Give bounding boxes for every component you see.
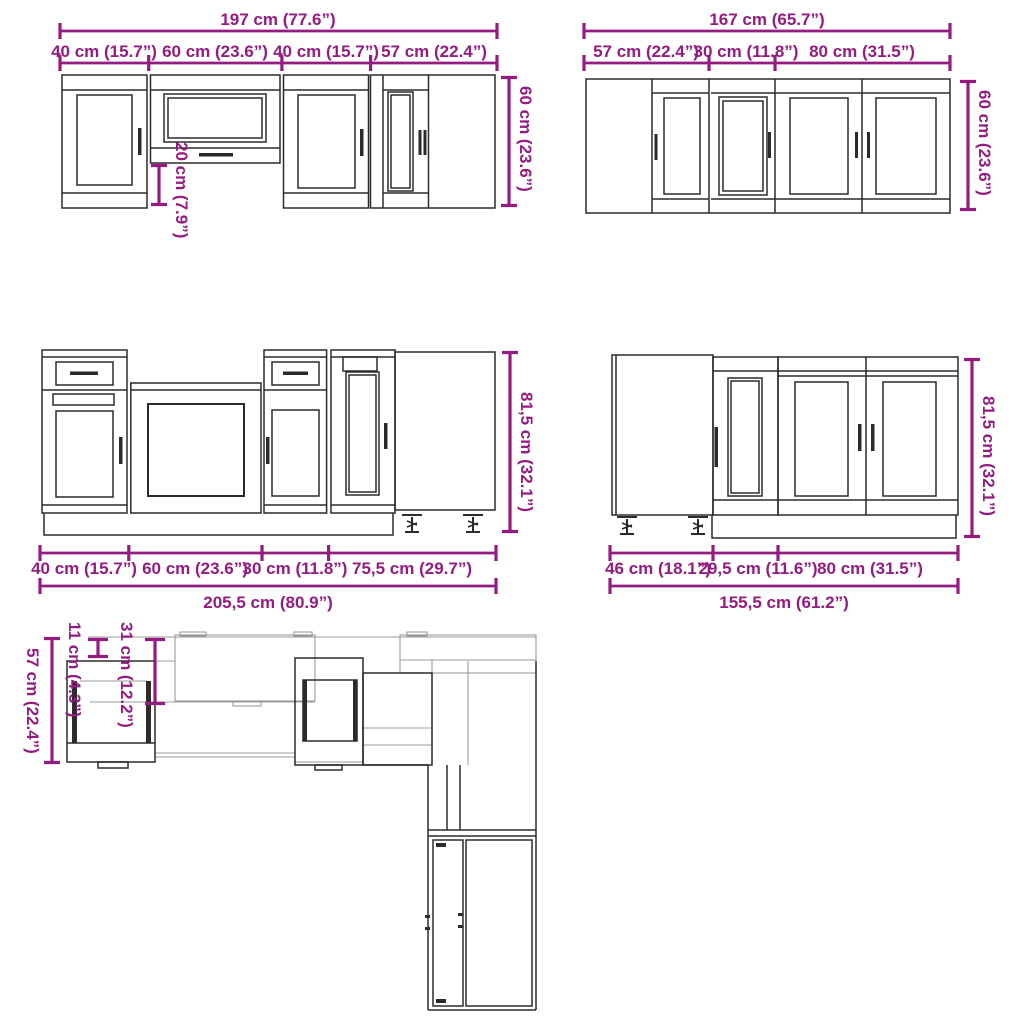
base-run-a-segment-label: 40 cm (15.7”): [31, 559, 137, 578]
wall-run-b-segment-label: 80 cm (31.5”): [809, 42, 915, 61]
door-handle: [768, 132, 771, 158]
base-run-a-segment-label: 30 cm (11.8”): [242, 559, 348, 578]
door-handle: [384, 423, 388, 449]
plan-counter-depth-label: 31 cm (12.2”): [117, 622, 136, 728]
wall-run-a-height-label: 60 cm (23.6”): [516, 86, 535, 192]
door-handle: [425, 915, 430, 918]
drawer-handle: [283, 372, 308, 376]
door-handle: [655, 134, 658, 160]
cabinet-foot: [402, 515, 422, 532]
wall-run-a-segment-label: 40 cm (15.7”): [51, 42, 157, 61]
door-handle: [119, 437, 123, 464]
plan-faint-lines: [67, 632, 536, 765]
door-handle: [458, 913, 463, 916]
drawer-handle: [70, 372, 98, 376]
base-run-a-segment-label: 75,5 cm (29.7”): [351, 559, 473, 578]
plan-depth-label: 57 cm (22.4”): [23, 648, 42, 754]
wall-run-a-recess-height-label: 20 cm (7.9”): [172, 142, 191, 239]
door-handle: [871, 424, 875, 451]
door-handle: [266, 437, 270, 464]
door-handle: [138, 128, 142, 155]
door-handle: [458, 925, 463, 928]
wall-run-b-view: [584, 10, 994, 213]
cabinet-foot: [617, 517, 637, 534]
plan-wall-depth-label: 11 cm (4.3”): [65, 622, 84, 718]
cabinet-foot: [688, 517, 708, 534]
base-run-a-segment-label: 60 cm (23.6”): [142, 559, 248, 578]
base-run-b-view: [605, 355, 998, 612]
wall-run-b-cabinets: [586, 79, 950, 213]
door-handle: [424, 130, 427, 155]
door-handle: [867, 132, 870, 158]
wall-run-a-cabinets: [62, 75, 495, 208]
wall-run-a-view: [51, 10, 535, 238]
plan-view: [23, 622, 536, 1010]
wall-run-a-segment-label: 40 cm (15.7”): [273, 42, 379, 61]
base-run-b-total-width-label: 155,5 cm (61.2”): [719, 593, 849, 612]
wall-run-b-height-label: 60 cm (23.6”): [975, 90, 994, 196]
door-handle: [855, 132, 858, 158]
wall-run-a-segment-label: 60 cm (23.6”): [162, 42, 268, 61]
door-handle: [858, 424, 862, 451]
wall-run-b-segment-label: 57 cm (22.4”): [593, 42, 699, 61]
base-run-b-cabinets: [612, 355, 958, 538]
base-run-b-segment-label: 46 cm (18.1”): [605, 559, 711, 578]
wall-run-a-segment-label: 57 cm (22.4”): [381, 42, 487, 61]
base-run-a-view: [31, 350, 536, 612]
plan-cabinets: [67, 658, 536, 1010]
base-run-b-segment-label: 80 cm (31.5”): [817, 559, 923, 578]
base-run-a-cabinets: [42, 350, 495, 535]
base-run-b-height-label: 81,5 cm (32.1”): [979, 396, 998, 517]
base-run-a-height-label: 81,5 cm (32.1”): [517, 392, 536, 513]
wall-run-b-total-width-label: 167 cm (65.7”): [709, 10, 825, 29]
door-handle: [419, 130, 422, 155]
door-handle: [425, 927, 430, 930]
plinth: [44, 513, 393, 535]
wall-run-a-total-width-label: 197 cm (77.6”): [220, 10, 336, 29]
plinth: [712, 515, 956, 538]
door-handle: [199, 153, 233, 157]
door-handle: [360, 129, 364, 156]
base-run-a-total-width-label: 205,5 cm (80.9”): [203, 593, 333, 612]
wall-run-b-segment-label: 30 cm (11.8”): [693, 42, 799, 61]
door-handle: [715, 427, 719, 467]
cabinet-foot: [463, 515, 483, 532]
base-run-b-segment-label: 29,5 cm (11.6”): [698, 559, 818, 578]
